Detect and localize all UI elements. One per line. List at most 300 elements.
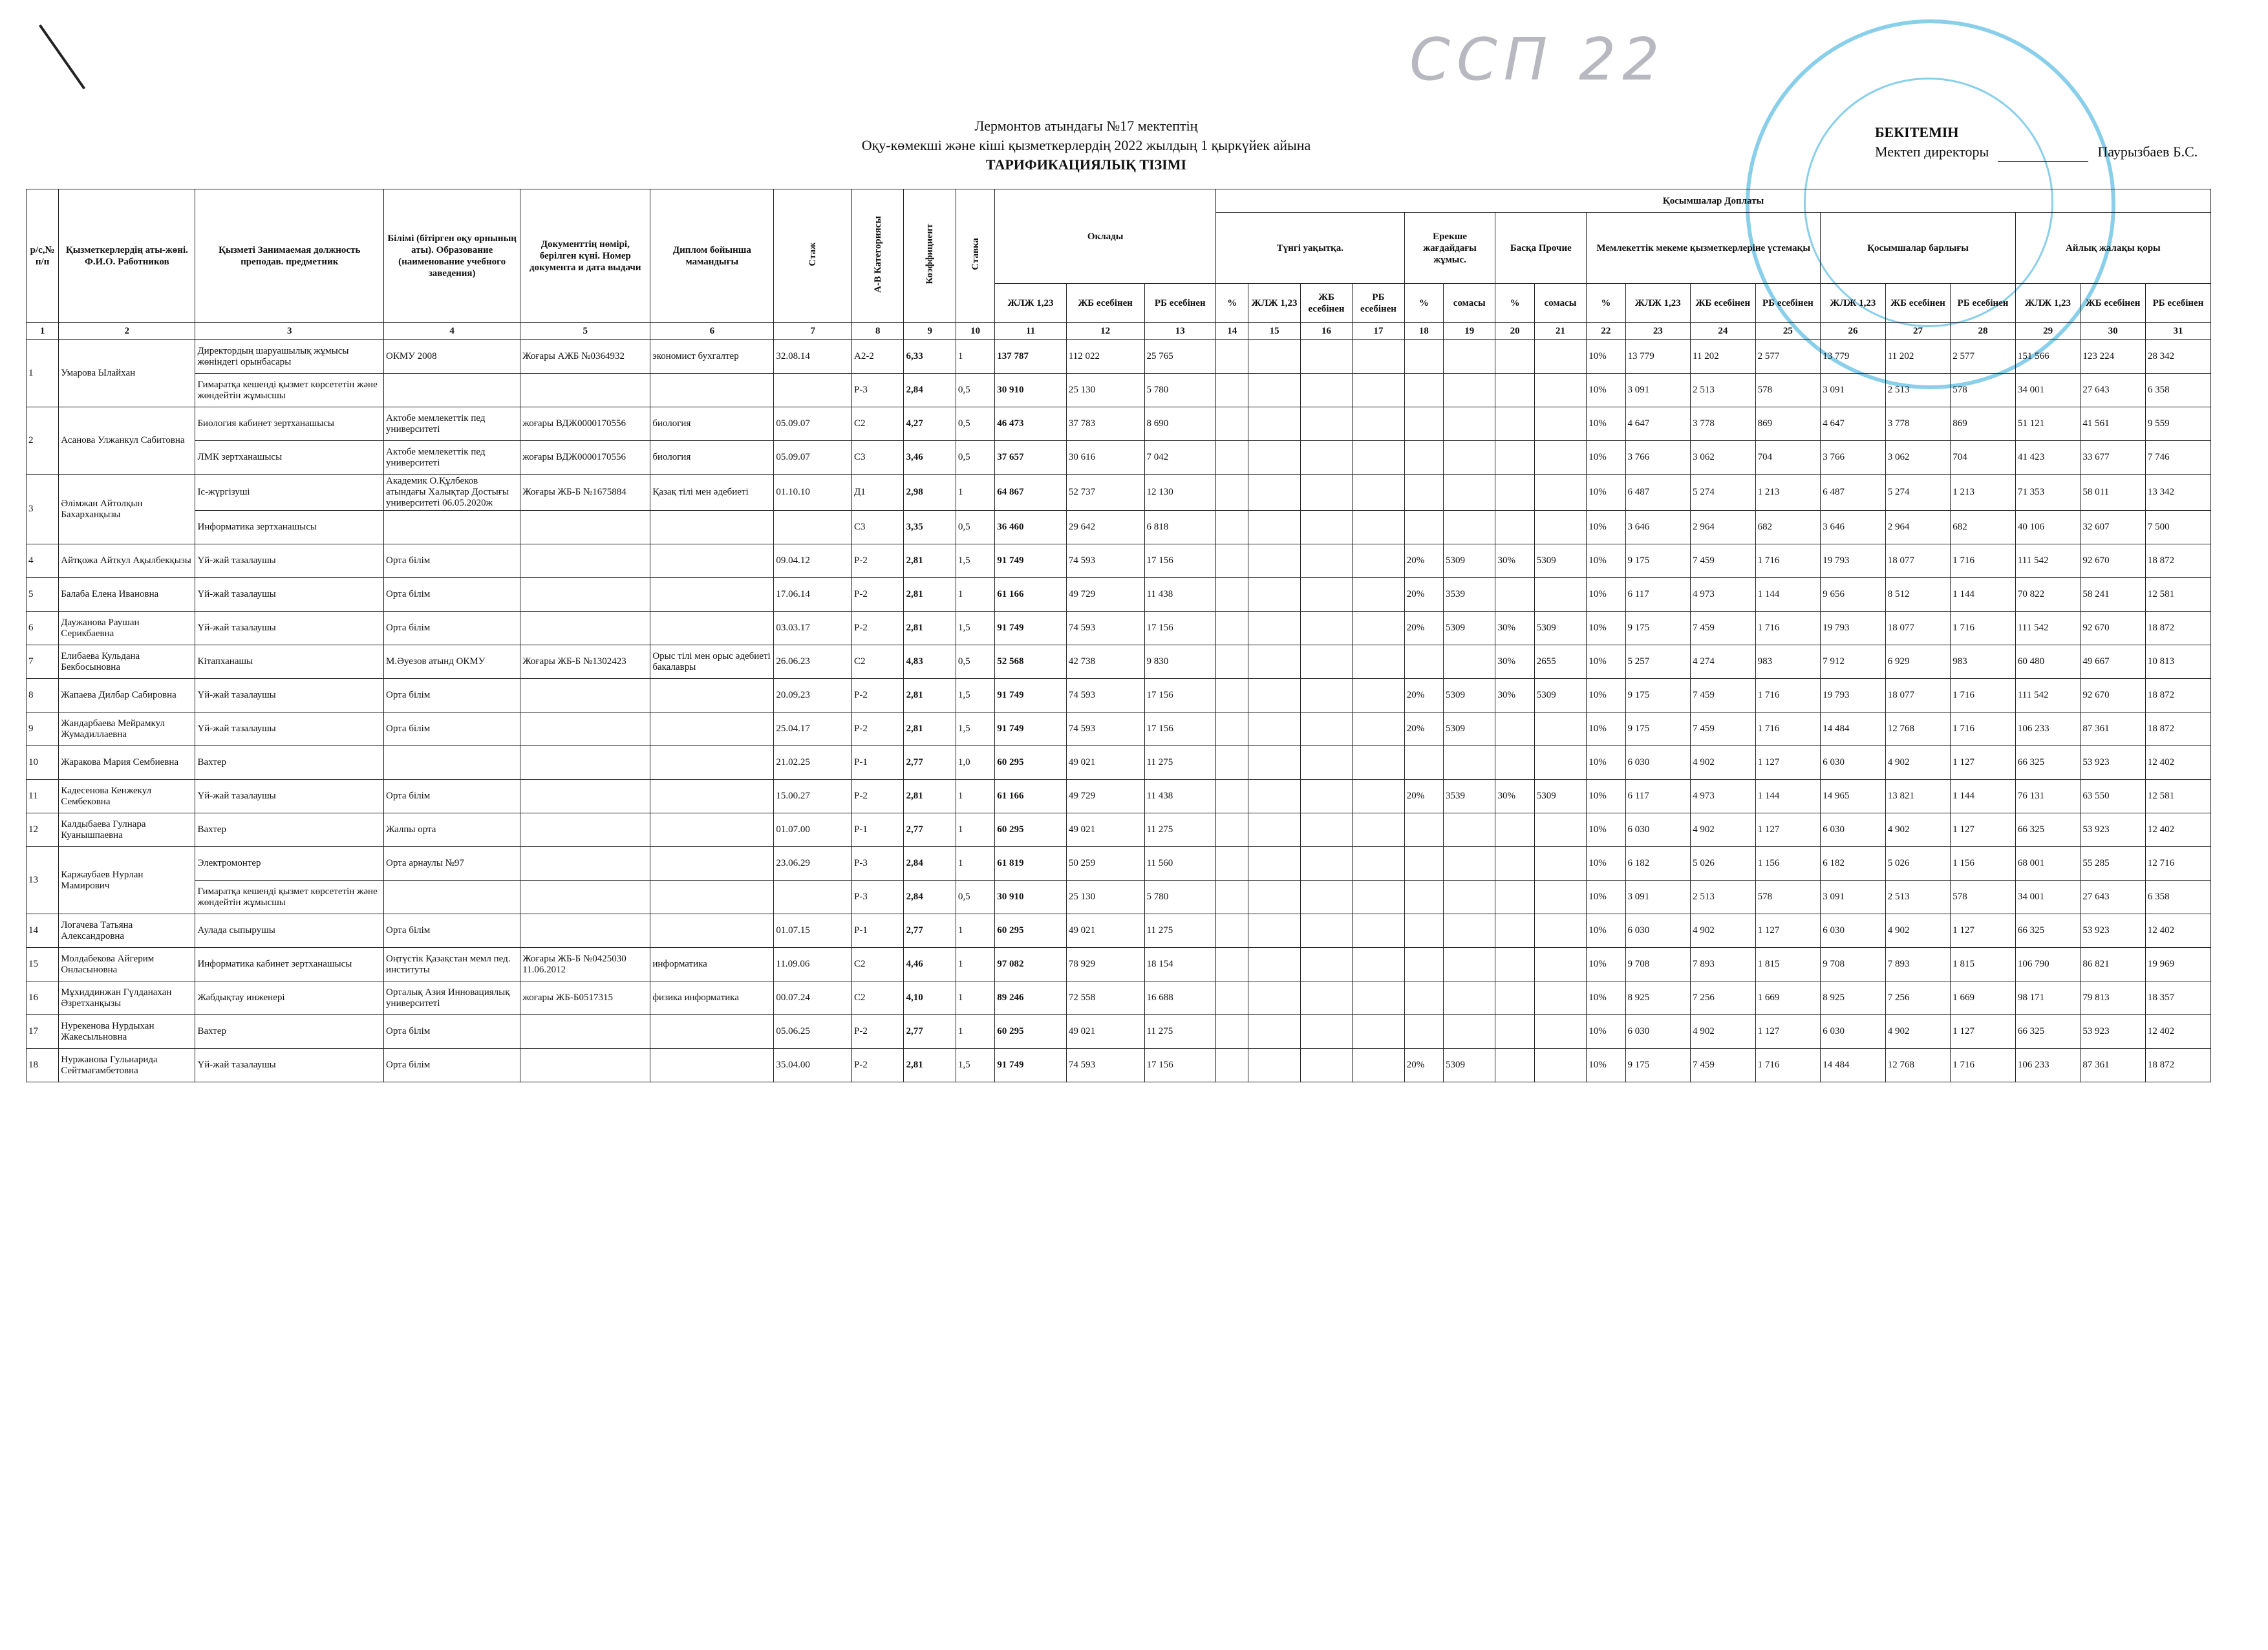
cell-stavka: 1 (956, 847, 994, 881)
empty-cell (1216, 511, 1248, 544)
column-number: 27 (1885, 323, 1951, 340)
cell-f1: 66 325 (2015, 746, 2081, 780)
cell-coef: 2,77 (904, 813, 956, 847)
empty-cell (1300, 1049, 1352, 1082)
empty-cell (1248, 780, 1300, 813)
cell-doc: Жоғары ЖБ-Б №0425030 11.06.2012 (520, 948, 650, 981)
cell-m1: 6 182 (1625, 847, 1691, 881)
cell-m2: 4 274 (1691, 645, 1756, 679)
empty-cell (1300, 612, 1352, 645)
cell-pos: Вахтер (195, 746, 384, 780)
cell-f1: 66 325 (2015, 813, 2081, 847)
cell-coef: 3,35 (904, 511, 956, 544)
cell-o2: 74 593 (1066, 712, 1144, 746)
cell-p22: 10% (1587, 679, 1625, 712)
cell-pos: Директордың шаруашылық жұмысы жөніндегі орынбасары (195, 340, 384, 374)
cell-b3: 1 156 (1951, 847, 2016, 881)
row-number: 5 (27, 578, 59, 612)
column-number: 21 (1534, 323, 1586, 340)
cell-stavka: 1 (956, 914, 994, 948)
cell-pos: Үй-жай тазалаушы (195, 578, 384, 612)
cell-m3: 1 127 (1755, 914, 1821, 948)
empty-cell (1216, 746, 1248, 780)
empty-cell (1353, 511, 1404, 544)
cell-f1: 51 121 (2015, 407, 2081, 441)
cell-stavka: 1,5 (956, 679, 994, 712)
cell-f3: 7 500 (2145, 511, 2210, 544)
cell-doc (520, 847, 650, 881)
column-number: 29 (2015, 323, 2081, 340)
cell-s21 (1534, 881, 1586, 914)
table-row (27, 374, 2211, 407)
cell-cat: Р-2 (852, 1049, 904, 1082)
cell-edu: Орта білім (384, 780, 520, 813)
cell-f2: 87 361 (2081, 1049, 2146, 1082)
cell-p22: 10% (1587, 948, 1625, 981)
cell-edu: Орта білім (384, 578, 520, 612)
col-header-specialty: Диплом бойынша мамандығы (650, 189, 774, 323)
empty-cell (1216, 679, 1248, 712)
cell-coef: 4,27 (904, 407, 956, 441)
cell-o1: 60 295 (995, 746, 1067, 780)
cell-edu: Жалпы орта (384, 813, 520, 847)
empty-cell (1300, 475, 1352, 511)
sub-header-rb: РБ есебінен (2145, 284, 2210, 323)
cell-b1: 13 779 (1821, 340, 1886, 374)
cell-s19 (1444, 981, 1495, 1015)
col-header-total-additions: Қосымшалар барлығы (1821, 213, 2016, 284)
cell-p22: 10% (1587, 914, 1625, 948)
cell-s21 (1534, 511, 1586, 544)
cell-m3: 1 815 (1755, 948, 1821, 981)
cell-o2: 37 783 (1066, 407, 1144, 441)
cell-pct18: 20% (1404, 780, 1443, 813)
cell-cat: С2 (852, 981, 904, 1015)
cell-f3: 12 402 (2145, 1015, 2210, 1049)
cell-b2: 12 768 (1885, 712, 1951, 746)
cell-stavka: 1 (956, 1015, 994, 1049)
table-row (27, 407, 2211, 441)
cell-pct18: 20% (1404, 679, 1443, 712)
cell-b1: 19 793 (1821, 544, 1886, 578)
cell-doc: Жоғары ЖБ-Б №1675884 (520, 475, 650, 511)
cell-s21 (1534, 914, 1586, 948)
cell-s21 (1534, 578, 1586, 612)
employee-name: Жаракова Мария Сембиевна (59, 746, 195, 780)
cell-pct20 (1495, 981, 1534, 1015)
cell-f1: 71 353 (2015, 475, 2081, 511)
cell-o1: 52 568 (995, 645, 1067, 679)
cell-stavka: 1 (956, 780, 994, 813)
row-number: 13 (27, 847, 59, 914)
cell-m2: 4 902 (1691, 746, 1756, 780)
header-line-1: Лермонтов атындағы №17 мектептің (974, 118, 1198, 134)
cell-edu: Оңтүстік Қазақстан мемл пед. институты (384, 948, 520, 981)
cell-pos: Биология кабинет зертханашысы (195, 407, 384, 441)
column-number: 2 (59, 323, 195, 340)
cell-o2: 42 738 (1066, 645, 1144, 679)
cell-pos: Вахтер (195, 813, 384, 847)
cell-s21 (1534, 981, 1586, 1015)
sub-header-zhb: ЖБ есебінен (1066, 284, 1144, 323)
cell-edu: Орталық Азия Инновациялық университеті (384, 981, 520, 1015)
empty-cell (1300, 981, 1352, 1015)
cell-f1: 111 542 (2015, 679, 2081, 712)
cell-s19 (1444, 374, 1495, 407)
cell-m3: 1 716 (1755, 544, 1821, 578)
table-row (27, 645, 2211, 679)
cell-s19 (1444, 645, 1495, 679)
cell-b2: 11 202 (1885, 340, 1951, 374)
cell-b3: 1 669 (1951, 981, 2016, 1015)
empty-cell (1216, 1015, 1248, 1049)
table-row (27, 441, 2211, 475)
cell-pct18: 20% (1404, 1049, 1443, 1082)
cell-pct20 (1495, 813, 1534, 847)
cell-coef: 6,33 (904, 340, 956, 374)
cell-m3: 1 127 (1755, 746, 1821, 780)
cell-doc (520, 1049, 650, 1082)
cell-pct18 (1404, 981, 1443, 1015)
cell-o2: 25 130 (1066, 374, 1144, 407)
cell-s19 (1444, 475, 1495, 511)
employee-name: Нурекенова Нурдыхан Жакесыльновна (59, 1015, 195, 1049)
cell-stavka: 1 (956, 475, 994, 511)
cell-coef: 2,77 (904, 1015, 956, 1049)
header-line-2: Оқу-көмекші және кіші қызметкерлердің 2022 жылдың 1 қыркүйек айына (861, 137, 1311, 153)
cell-o1: 91 749 (995, 612, 1067, 645)
table-row (27, 948, 2211, 981)
cell-spec (650, 881, 774, 914)
cell-o3: 11 438 (1144, 780, 1216, 813)
row-number: 3 (27, 475, 59, 544)
employee-name: Логачева Татьяна Александровна (59, 914, 195, 948)
cell-edu: Актобе мемлекеттік пед университеті (384, 441, 520, 475)
cell-s19 (1444, 340, 1495, 374)
cell-o1: 61 166 (995, 780, 1067, 813)
cell-f2: 87 361 (2081, 712, 2146, 746)
cell-f3: 18 872 (2145, 544, 2210, 578)
cell-pct20 (1495, 407, 1534, 441)
cell-f1: 98 171 (2015, 981, 2081, 1015)
sub-header-zhlzh: ЖЛЖ 1,23 (2015, 284, 2081, 323)
cell-m3: 1 716 (1755, 712, 1821, 746)
cell-edu: Орта білім (384, 612, 520, 645)
sub-header-rb: РБ есебінен (1353, 284, 1404, 323)
cell-edu (384, 511, 520, 544)
cell-pct18: 20% (1404, 544, 1443, 578)
cell-m3: 1 156 (1755, 847, 1821, 881)
empty-cell (1353, 948, 1404, 981)
column-number: 20 (1495, 323, 1534, 340)
cell-p22: 10% (1587, 746, 1625, 780)
cell-m2: 7 459 (1691, 612, 1756, 645)
cell-f2: 53 923 (2081, 746, 2146, 780)
cell-f1: 41 423 (2015, 441, 2081, 475)
cell-o2: 52 737 (1066, 475, 1144, 511)
cell-p22: 10% (1587, 578, 1625, 612)
cell-stazh (774, 881, 852, 914)
cell-doc (520, 544, 650, 578)
cell-f2: 92 670 (2081, 544, 2146, 578)
cell-spec (650, 813, 774, 847)
cell-b1: 9 656 (1821, 578, 1886, 612)
cell-m1: 5 257 (1625, 645, 1691, 679)
empty-cell (1353, 1049, 1404, 1082)
cell-edu: Орта арнаулы №97 (384, 847, 520, 881)
cell-spec (650, 374, 774, 407)
approval-name: Паурызбаев Б.С. (2097, 144, 2198, 160)
cell-f3: 12 581 (2145, 780, 2210, 813)
cell-s21 (1534, 1049, 1586, 1082)
empty-cell (1216, 645, 1248, 679)
cell-b2: 13 821 (1885, 780, 1951, 813)
cell-o3: 17 156 (1144, 1049, 1216, 1082)
empty-cell (1300, 645, 1352, 679)
cell-s19: 3539 (1444, 578, 1495, 612)
cell-f2: 53 923 (2081, 813, 2146, 847)
cell-cat: А2-2 (852, 340, 904, 374)
cell-m1: 8 925 (1625, 981, 1691, 1015)
cell-coef: 2,84 (904, 374, 956, 407)
cell-o1: 64 867 (995, 475, 1067, 511)
cell-doc: Жоғары ЖБ-Б №1302423 (520, 645, 650, 679)
cell-o2: 49 021 (1066, 914, 1144, 948)
column-number: 25 (1755, 323, 1821, 340)
cell-m1: 9 708 (1625, 948, 1691, 981)
cell-spec: Орыс тілі мен орыс әдебиеті бакалавры (650, 645, 774, 679)
cell-coef: 2,81 (904, 544, 956, 578)
cell-p22: 10% (1587, 612, 1625, 645)
cell-b2: 2 513 (1885, 881, 1951, 914)
cell-edu (384, 374, 520, 407)
cell-f3: 12 402 (2145, 746, 2210, 780)
cell-cat: С3 (852, 511, 904, 544)
cell-pos: Үй-жай тазалаушы (195, 612, 384, 645)
cell-o2: 72 558 (1066, 981, 1144, 1015)
cell-pct20: 30% (1495, 679, 1534, 712)
cell-s21: 2655 (1534, 645, 1586, 679)
col-header-category: А-В Категориясы (852, 189, 904, 323)
cell-s19: 3539 (1444, 780, 1495, 813)
cell-stazh: 25.04.17 (774, 712, 852, 746)
cell-p22: 10% (1587, 813, 1625, 847)
cell-pos: Кітапханашы (195, 645, 384, 679)
cell-o3: 5 780 (1144, 881, 1216, 914)
empty-cell (1248, 813, 1300, 847)
cell-o3: 11 275 (1144, 813, 1216, 847)
cell-pos: Аулада сыпырушы (195, 914, 384, 948)
empty-cell (1300, 407, 1352, 441)
cell-b1: 4 647 (1821, 407, 1886, 441)
empty-cell (1353, 407, 1404, 441)
cell-pct18 (1404, 847, 1443, 881)
cell-pct20 (1495, 847, 1534, 881)
cell-o3: 11 438 (1144, 578, 1216, 612)
row-number: 8 (27, 679, 59, 712)
column-number-row (27, 323, 2211, 340)
cell-edu (384, 881, 520, 914)
table-row (27, 981, 2211, 1015)
empty-cell (1248, 1049, 1300, 1082)
cell-s19 (1444, 914, 1495, 948)
row-number: 16 (27, 981, 59, 1015)
col-header-position: Қызметі Занимаемая должность преподав. предметник (195, 189, 384, 323)
empty-cell (1248, 374, 1300, 407)
empty-cell (1248, 881, 1300, 914)
cell-m3: 1 144 (1755, 780, 1821, 813)
cell-m1: 9 175 (1625, 679, 1691, 712)
cell-p22: 10% (1587, 712, 1625, 746)
empty-cell (1216, 813, 1248, 847)
cell-f1: 66 325 (2015, 914, 2081, 948)
cell-doc (520, 914, 650, 948)
cell-pct18 (1404, 948, 1443, 981)
cell-b2: 7 893 (1885, 948, 1951, 981)
cell-b2: 18 077 (1885, 679, 1951, 712)
column-number: 22 (1587, 323, 1625, 340)
row-number: 17 (27, 1015, 59, 1049)
cell-b1: 6 487 (1821, 475, 1886, 511)
empty-cell (1248, 645, 1300, 679)
cell-o1: 36 460 (995, 511, 1067, 544)
cell-o2: 29 642 (1066, 511, 1144, 544)
cell-edu: Орта білім (384, 544, 520, 578)
cell-stavka: 1 (956, 981, 994, 1015)
cell-o3: 8 690 (1144, 407, 1216, 441)
column-number: 13 (1144, 323, 1216, 340)
cell-stazh: 00.07.24 (774, 981, 852, 1015)
cell-s19 (1444, 881, 1495, 914)
table-row (27, 712, 2211, 746)
cell-s21 (1534, 813, 1586, 847)
cell-f2: 92 670 (2081, 679, 2146, 712)
table-row (27, 813, 2211, 847)
cell-b1: 6 030 (1821, 746, 1886, 780)
cell-pct18: 20% (1404, 578, 1443, 612)
column-number: 11 (995, 323, 1067, 340)
cell-b3: 704 (1951, 441, 2016, 475)
cell-stazh (774, 511, 852, 544)
row-number: 14 (27, 914, 59, 948)
cell-pct20 (1495, 578, 1534, 612)
empty-cell (1216, 544, 1248, 578)
col-header-no: р/с,№ п/п (27, 189, 59, 323)
cell-pct20: 30% (1495, 780, 1534, 813)
cell-f3: 7 746 (2145, 441, 2210, 475)
sub-header-pct: % (1495, 284, 1534, 323)
cell-o3: 5 780 (1144, 374, 1216, 407)
cell-f1: 106 233 (2015, 1049, 2081, 1082)
cell-stazh: 15.00.27 (774, 780, 852, 813)
empty-cell (1216, 981, 1248, 1015)
cell-b1: 14 484 (1821, 1049, 1886, 1082)
cell-b3: 1 716 (1951, 612, 2016, 645)
cell-pos: Үй-жай тазалаушы (195, 679, 384, 712)
cell-b2: 4 902 (1885, 1015, 1951, 1049)
approval-block (1875, 123, 2198, 162)
empty-cell (1248, 981, 1300, 1015)
cell-b3: 2 577 (1951, 340, 2016, 374)
column-number: 1 (27, 323, 59, 340)
cell-m1: 9 175 (1625, 712, 1691, 746)
cell-pos: Электромонтер (195, 847, 384, 881)
cell-stazh: 32.08.14 (774, 340, 852, 374)
cell-o3: 18 154 (1144, 948, 1216, 981)
cell-o2: 30 616 (1066, 441, 1144, 475)
cell-cat: Р-2 (852, 780, 904, 813)
cell-stazh: 05.09.07 (774, 407, 852, 441)
col-header-state-bonus: Мемлекеттік мекеме қызметкерлеріне үстемақы (1587, 213, 1821, 284)
cell-stazh: 03.03.17 (774, 612, 852, 645)
cell-s21: 5309 (1534, 612, 1586, 645)
empty-cell (1300, 847, 1352, 881)
cell-b1: 3 091 (1821, 881, 1886, 914)
empty-cell (1353, 441, 1404, 475)
empty-cell (1248, 847, 1300, 881)
cell-stazh (774, 374, 852, 407)
cell-o3: 17 156 (1144, 544, 1216, 578)
cell-doc (520, 746, 650, 780)
cell-stavka: 0,5 (956, 881, 994, 914)
cell-pct20 (1495, 511, 1534, 544)
cell-s19 (1444, 441, 1495, 475)
cell-m3: 2 577 (1755, 340, 1821, 374)
cell-coef: 2,81 (904, 1049, 956, 1082)
cell-b3: 983 (1951, 645, 2016, 679)
cell-doc (520, 780, 650, 813)
cell-pct20 (1495, 1015, 1534, 1049)
cell-b1: 3 091 (1821, 374, 1886, 407)
cell-stazh: 35.04.00 (774, 1049, 852, 1082)
cell-b2: 4 902 (1885, 914, 1951, 948)
cell-doc (520, 813, 650, 847)
cell-b1: 3 766 (1821, 441, 1886, 475)
cell-f1: 111 542 (2015, 612, 2081, 645)
cell-b1: 8 925 (1821, 981, 1886, 1015)
cell-o1: 37 657 (995, 441, 1067, 475)
table-row (27, 511, 2211, 544)
cell-m3: 704 (1755, 441, 1821, 475)
cell-s21 (1534, 340, 1586, 374)
cell-pos: Үй-жай тазалаушы (195, 780, 384, 813)
sub-header-pct: % (1216, 284, 1248, 323)
cell-pos: ЛМК зертханашысы (195, 441, 384, 475)
cell-f3: 18 357 (2145, 981, 2210, 1015)
empty-cell (1248, 511, 1300, 544)
empty-cell (1216, 712, 1248, 746)
cell-edu: Орта білім (384, 1015, 520, 1049)
cell-f2: 32 607 (2081, 511, 2146, 544)
document-header (763, 116, 1409, 175)
empty-cell (1216, 1049, 1248, 1082)
cell-m1: 3 766 (1625, 441, 1691, 475)
cell-m3: 1 144 (1755, 578, 1821, 612)
empty-cell (1353, 914, 1404, 948)
document-title: ТАРИФИКАЦИЯЛЫҚ ТІЗІМІ (985, 156, 1187, 173)
cell-b3: 1 144 (1951, 780, 2016, 813)
cell-f2: 41 561 (2081, 407, 2146, 441)
empty-cell (1248, 746, 1300, 780)
cell-b2: 6 929 (1885, 645, 1951, 679)
cell-p22: 10% (1587, 881, 1625, 914)
cell-o2: 49 021 (1066, 1015, 1144, 1049)
cell-m2: 4 973 (1691, 578, 1756, 612)
cell-p22: 10% (1587, 544, 1625, 578)
empty-cell (1353, 374, 1404, 407)
cell-s21 (1534, 374, 1586, 407)
cell-b1: 6 030 (1821, 813, 1886, 847)
